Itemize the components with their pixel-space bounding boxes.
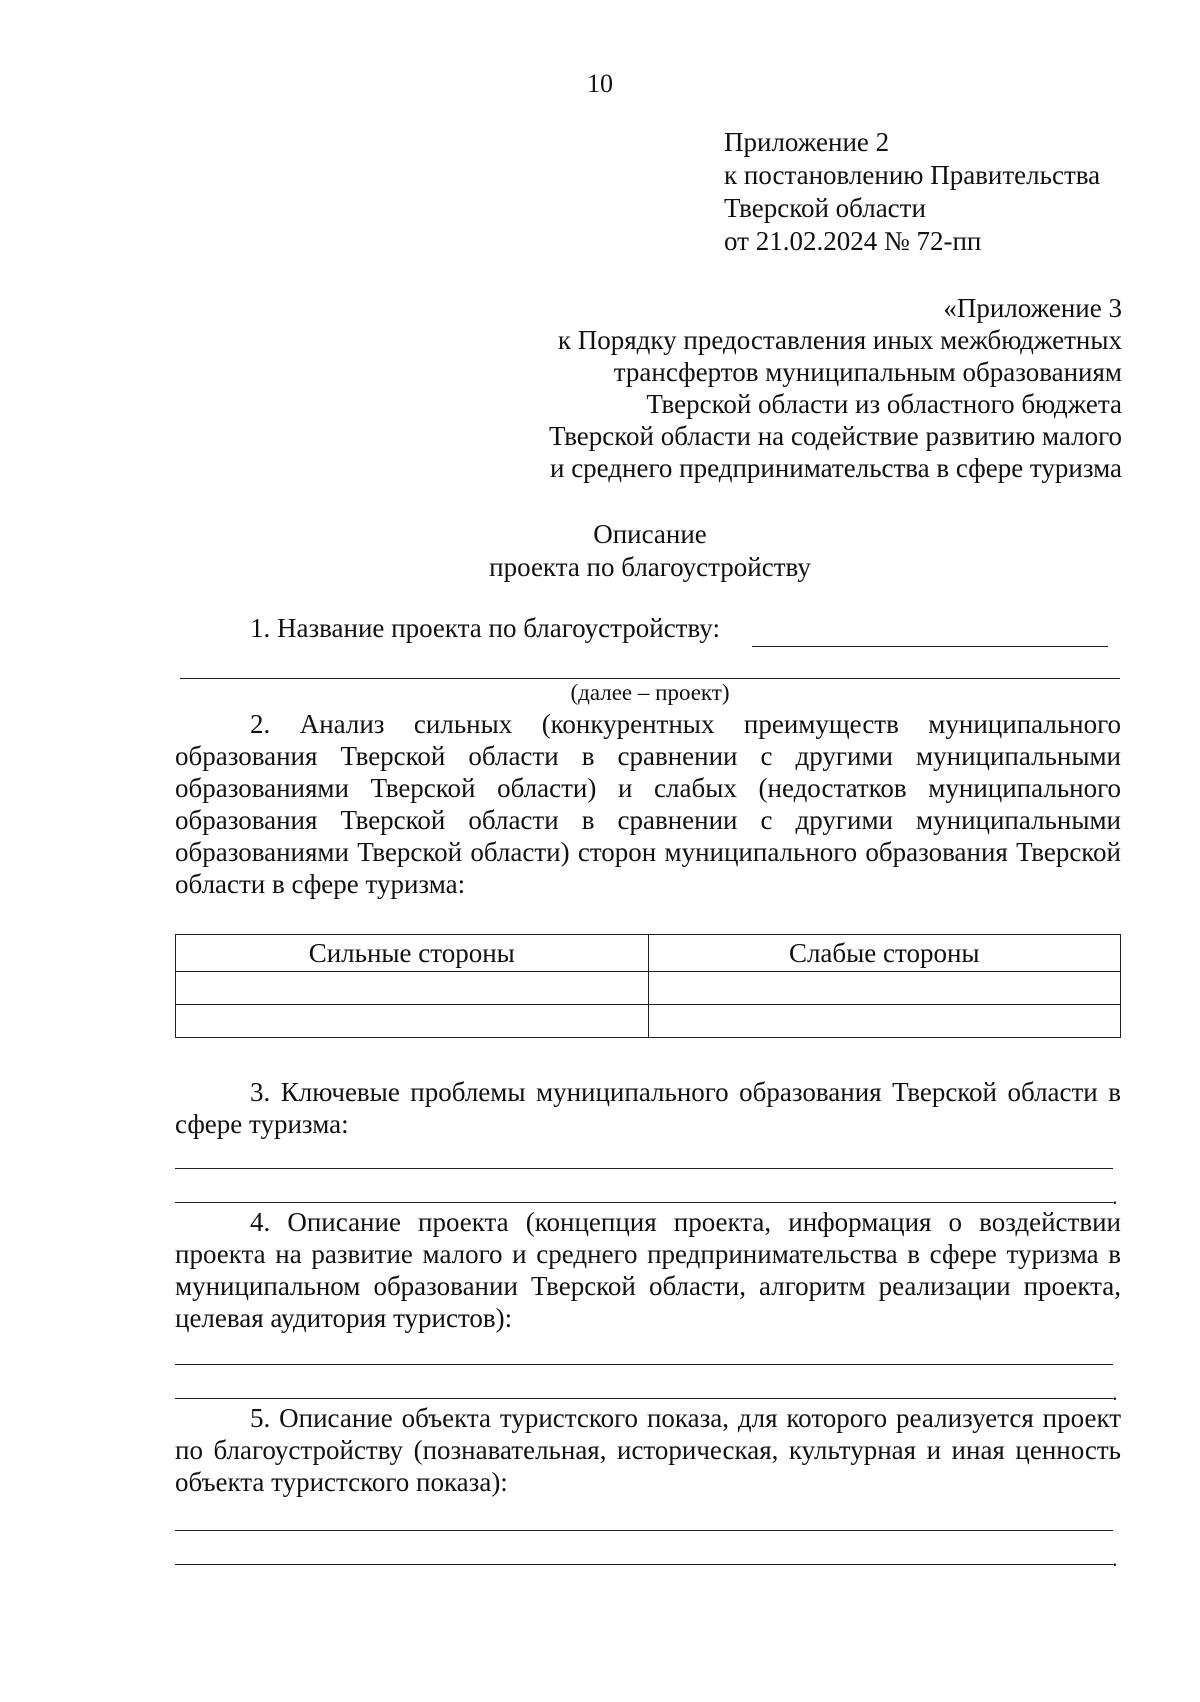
appendix-header (724, 126, 1164, 258)
fill-line (175, 1364, 1113, 1365)
page-number: 10 (587, 69, 613, 98)
line-end-mark: . (1112, 1184, 1118, 1209)
fill-line (175, 1530, 1113, 1531)
line-end-mark: . (1112, 1380, 1118, 1405)
section-1-note: (далее – проект) (570, 680, 730, 705)
section-5-text: 5. Описание объекта туристского показа, для которого реализуется проект по благоустройству (познавательная, историческая, культурная и иная ценность объекта туристского показа): (175, 1403, 1121, 1497)
order-reference (462, 292, 1122, 484)
table-cell (648, 1005, 1121, 1038)
section-4-text: 4. Описание проекта (концепция проекта, информация о воздействии проекта на развитие малого и среднего предпринимательства в сфере туризма в муниципальном образовании Тверской области, алгоритм реализации проекта, целевая аудитория туристов): (175, 1207, 1121, 1333)
fill-line (175, 1202, 1113, 1203)
table-cell (176, 1005, 649, 1038)
table-cell (648, 972, 1121, 1005)
table-cell (176, 972, 649, 1005)
fill-line (752, 646, 1108, 647)
table-header-strengths: Сильные стороны (176, 935, 649, 972)
order-line: Тверской области из областного бюджета (646, 389, 1122, 419)
section-3-text: 3. Ключевые проблемы муниципального образования Тверской области в сфере туризма: (175, 1077, 1121, 1139)
order-line: Тверской области на содействие развитию малого (549, 421, 1122, 451)
table-header-row (176, 935, 1121, 972)
title-line: проекта по благоустройству (489, 552, 811, 582)
appendix-line: Приложение 2 (724, 127, 890, 157)
strengths-weaknesses-table (175, 934, 1121, 1038)
order-line: трансфертов муниципальным образованиям (613, 357, 1122, 387)
title-line: Описание (593, 519, 707, 549)
fill-line (175, 1564, 1113, 1565)
line-end-mark: . (1112, 1546, 1118, 1571)
table-header-weaknesses: Слабые стороны (648, 935, 1121, 972)
order-line: и среднего предпринимательства в сфере туризма (550, 453, 1122, 483)
section-1-label: 1. Название проекта по благоустройству: (250, 613, 720, 643)
appendix-line: Тверской области (724, 193, 926, 223)
table-row (176, 972, 1121, 1005)
table-row (176, 1005, 1121, 1038)
appendix-line: от 21.02.2024 № 72-пп (724, 226, 982, 256)
fill-line (175, 1398, 1113, 1399)
section-2-text: 2. Анализ сильных (конкурентных преимуществ муниципального образования Тверской области в сравнении с другими муниципальными образованиями Тверской области) и слабых (недостатков муниципального образования Тверской области в сравнении с другими муниципальными образованиями Тверской области) сторон муниципального образования Тверской области в сфере туризма: (175, 709, 1121, 899)
appendix-line: к постановлению Правительства (724, 160, 1101, 190)
order-line: «Приложение 3 (943, 293, 1122, 323)
document-title (0, 518, 1200, 584)
order-line: к Порядку предоставления иных межбюджетных (557, 325, 1122, 355)
fill-line (180, 678, 1120, 679)
fill-line (175, 1168, 1113, 1169)
